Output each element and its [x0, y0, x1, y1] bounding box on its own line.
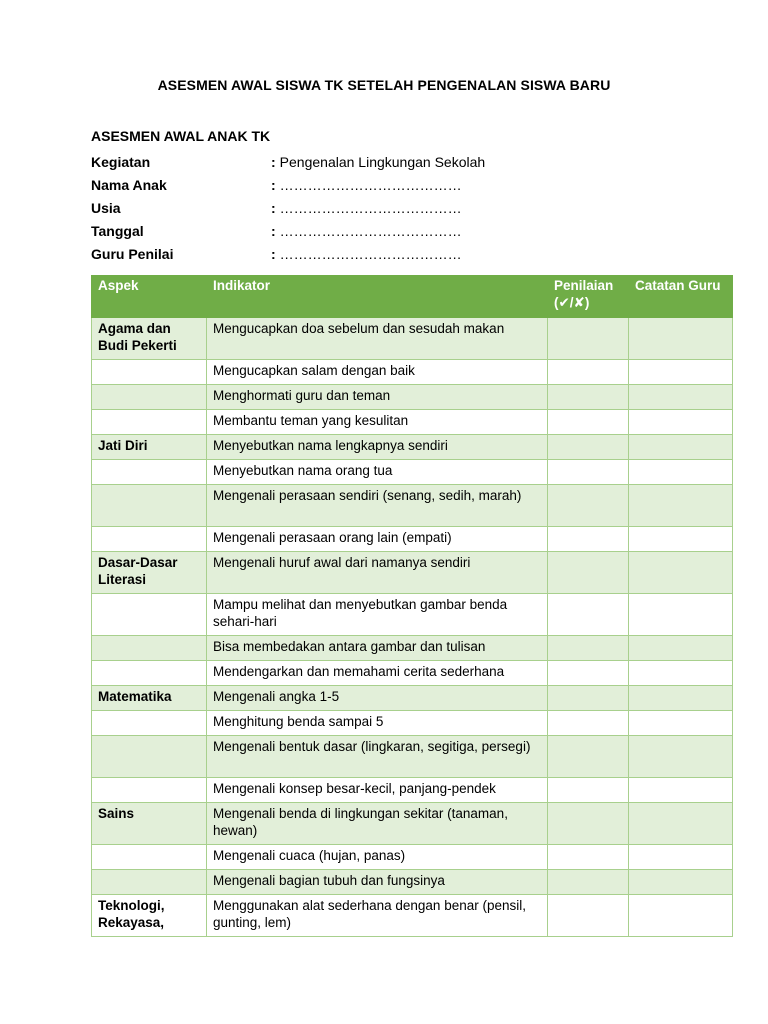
- info-label: Nama Anak: [91, 176, 167, 193]
- cell-indikator: Menghitung benda sampai 5: [207, 711, 548, 736]
- table-row: [92, 636, 733, 661]
- info-colon: :: [271, 222, 276, 239]
- info-value: …………………………………: [279, 199, 462, 216]
- cell-aspek: [92, 736, 207, 778]
- cell-indikator: Mengucapkan salam dengan baik: [207, 360, 548, 385]
- info-label: Guru Penilai: [91, 245, 174, 262]
- table-row: [92, 661, 733, 686]
- cell-penilaian[interactable]: [548, 527, 629, 552]
- cell-catatan[interactable]: [629, 895, 733, 937]
- cell-catatan[interactable]: [629, 711, 733, 736]
- info-value: …………………………………: [279, 222, 462, 239]
- header-catatan-guru: Catatan Guru: [629, 276, 733, 318]
- cell-catatan[interactable]: [629, 803, 733, 845]
- cell-catatan[interactable]: [629, 485, 733, 527]
- info-label: Kegiatan: [91, 153, 151, 170]
- cell-penilaian[interactable]: [548, 845, 629, 870]
- cell-indikator: Mengenali benda di lingkungan sekitar (tanaman, hewan): [207, 803, 548, 845]
- table-row: [92, 460, 733, 485]
- cell-aspek: [92, 711, 207, 736]
- table-row: [92, 803, 733, 845]
- table-row: [92, 485, 733, 527]
- cell-catatan[interactable]: [629, 435, 733, 460]
- page-title: ASESMEN AWAL SISWA TK SETELAH PENGENALAN SISWA BARU: [157, 77, 611, 93]
- info-colon: :: [271, 199, 276, 216]
- cell-catatan[interactable]: [629, 778, 733, 803]
- cell-catatan[interactable]: [629, 686, 733, 711]
- cell-penilaian[interactable]: [548, 736, 629, 778]
- cell-penilaian[interactable]: [548, 410, 629, 435]
- info-colon: :: [271, 245, 276, 262]
- cell-penilaian[interactable]: [548, 895, 629, 937]
- table-row: [92, 435, 733, 460]
- header-indikator: Indikator: [207, 276, 548, 318]
- table-row: [92, 686, 733, 711]
- cell-penilaian[interactable]: [548, 686, 629, 711]
- cell-aspek: Dasar-Dasar Literasi: [92, 552, 207, 594]
- cell-aspek: [92, 636, 207, 661]
- header-aspek: Aspek: [92, 276, 207, 318]
- cell-indikator: Menghormati guru dan teman: [207, 385, 548, 410]
- cell-catatan[interactable]: [629, 552, 733, 594]
- info-row-usia: [91, 196, 691, 219]
- info-row-nama-anak: [91, 173, 691, 196]
- cell-indikator: Mengenali cuaca (hujan, panas): [207, 845, 548, 870]
- table-row: [92, 527, 733, 552]
- cell-penilaian[interactable]: [548, 552, 629, 594]
- cell-indikator: Mampu melihat dan menyebutkan gambar benda sehari-hari: [207, 594, 548, 636]
- assessment-table: [91, 275, 733, 937]
- cell-catatan[interactable]: [629, 845, 733, 870]
- cell-indikator: Mendengarkan dan memahami cerita sederhana: [207, 661, 548, 686]
- cell-indikator: Menyebutkan nama orang tua: [207, 460, 548, 485]
- cell-aspek: Agama dan Budi Pekerti: [92, 318, 207, 360]
- cell-penilaian[interactable]: [548, 870, 629, 895]
- table-header-row: [92, 276, 733, 318]
- cell-indikator: Membantu teman yang kesulitan: [207, 410, 548, 435]
- cell-catatan[interactable]: [629, 460, 733, 485]
- table-row: [92, 385, 733, 410]
- table-row: [92, 895, 733, 937]
- cell-penilaian[interactable]: [548, 360, 629, 385]
- cell-indikator: Mengenali angka 1-5: [207, 686, 548, 711]
- cell-aspek: [92, 460, 207, 485]
- cell-penilaian[interactable]: [548, 460, 629, 485]
- cell-aspek: [92, 360, 207, 385]
- cell-indikator: Mengenali bentuk dasar (lingkaran, segitiga, persegi): [207, 736, 548, 778]
- cell-aspek: [92, 778, 207, 803]
- cell-penilaian[interactable]: [548, 778, 629, 803]
- cell-indikator: Mengenali huruf awal dari namanya sendiri: [207, 552, 548, 594]
- table-row: [92, 318, 733, 360]
- header-penilaian: Penilaian (✔/✘): [548, 276, 629, 318]
- cell-penilaian[interactable]: [548, 435, 629, 460]
- info-row-tanggal: [91, 219, 691, 242]
- cell-penilaian[interactable]: [548, 385, 629, 410]
- cell-aspek: [92, 485, 207, 527]
- cell-indikator: Menggunakan alat sederhana dengan benar (pensil, gunting, lem): [207, 895, 548, 937]
- cell-penilaian[interactable]: [548, 485, 629, 527]
- cell-indikator: Mengucapkan doa sebelum dan sesudah makan: [207, 318, 548, 360]
- table-row: [92, 594, 733, 636]
- info-row-kegiatan: [91, 150, 691, 173]
- section-title: ASESMEN AWAL ANAK TK: [91, 128, 271, 144]
- info-value: Pengenalan Lingkungan Sekolah: [279, 153, 486, 170]
- cell-aspek: [92, 410, 207, 435]
- cell-catatan[interactable]: [629, 636, 733, 661]
- cell-penilaian[interactable]: [548, 711, 629, 736]
- cell-catatan[interactable]: [629, 870, 733, 895]
- table-row: [92, 736, 733, 778]
- cell-catatan[interactable]: [629, 360, 733, 385]
- table-row: [92, 711, 733, 736]
- info-value: …………………………………: [279, 245, 462, 262]
- info-colon: :: [271, 176, 276, 193]
- info-block: [91, 150, 691, 265]
- cell-aspek: Matematika: [92, 686, 207, 711]
- cell-penilaian[interactable]: [548, 636, 629, 661]
- cell-indikator: Mengenali perasaan sendiri (senang, sedih, marah): [207, 485, 548, 527]
- cell-indikator: Bisa membedakan antara gambar dan tulisan: [207, 636, 548, 661]
- cell-penilaian[interactable]: [548, 661, 629, 686]
- cell-penilaian[interactable]: [548, 318, 629, 360]
- cell-aspek: [92, 870, 207, 895]
- table-row: [92, 778, 733, 803]
- info-value: …………………………………: [279, 176, 462, 193]
- cell-catatan[interactable]: [629, 385, 733, 410]
- cell-catatan[interactable]: [629, 736, 733, 778]
- assessment-table-wrapper: [91, 275, 732, 937]
- cell-aspek: [92, 661, 207, 686]
- cell-indikator: Mengenali konsep besar-kecil, panjang-pendek: [207, 778, 548, 803]
- cell-catatan[interactable]: [629, 527, 733, 552]
- cell-catatan[interactable]: [629, 594, 733, 636]
- cell-penilaian[interactable]: [548, 803, 629, 845]
- cell-aspek: [92, 527, 207, 552]
- cell-aspek: Teknologi, Rekayasa,: [92, 895, 207, 937]
- table-row: [92, 552, 733, 594]
- info-row-guru-penilai: [91, 242, 691, 265]
- table-row: [92, 845, 733, 870]
- cell-indikator: Menyebutkan nama lengkapnya sendiri: [207, 435, 548, 460]
- cell-catatan[interactable]: [629, 661, 733, 686]
- cell-indikator: Mengenali perasaan orang lain (empati): [207, 527, 548, 552]
- cell-catatan[interactable]: [629, 410, 733, 435]
- cell-aspek: [92, 594, 207, 636]
- table-row: [92, 410, 733, 435]
- table-row: [92, 360, 733, 385]
- cell-aspek: Sains: [92, 803, 207, 845]
- table-row: [92, 870, 733, 895]
- info-colon: :: [271, 153, 276, 170]
- cell-aspek: [92, 385, 207, 410]
- cell-aspek: [92, 845, 207, 870]
- info-label: Tanggal: [91, 222, 144, 239]
- cell-aspek: Jati Diri: [92, 435, 207, 460]
- cell-indikator: Mengenali bagian tubuh dan fungsinya: [207, 870, 548, 895]
- cell-catatan[interactable]: [629, 318, 733, 360]
- info-label: Usia: [91, 199, 121, 216]
- cell-penilaian[interactable]: [548, 594, 629, 636]
